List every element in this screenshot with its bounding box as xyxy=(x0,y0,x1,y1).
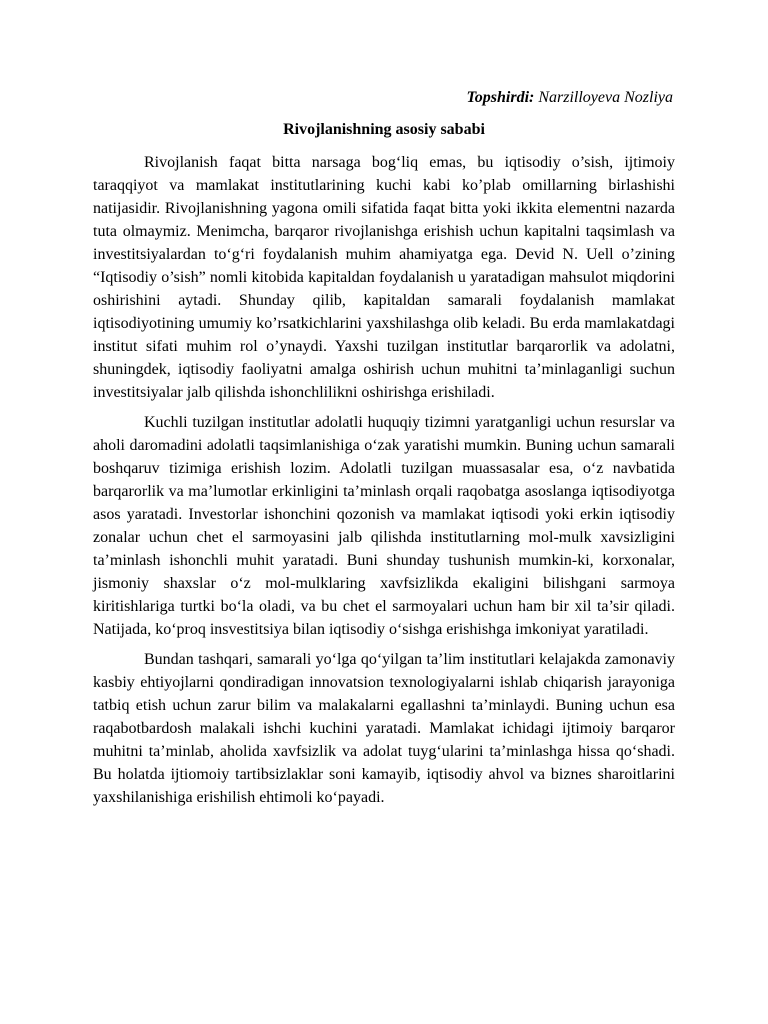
author-label: Topshirdi: xyxy=(466,89,535,106)
paragraph-3: Bundan tashqari, samarali yo‘lga qo‘yilgan ta’lim institutlari kelajakda zamonaviy kasbiy ehtiyojlarni qondiradigan innovatsion texnologiyalarni ishlab chiqarish jarayoniga tatbiq etish uchun zarur bilim va malakalarni egallashni ta’minlaydi. Buning uchun esa raqabotbardosh malakali ishchi kuchini yaratadi. Mamlakat ichidagi ijtimoiy barqaror muhitni ta’minlab, aholida xavfsizlik va adolat tuyg‘ularini ta’minlashga hissa qo‘shadi. Bu holatda ijtiomoiy tartibsizlaklar soni kamayib, iqtisodiy ahvol va biznes sharoitlarini yaxshilanishiga erishilish ehtimoli ko‘payadi. xyxy=(93,651,675,806)
author-line xyxy=(466,87,673,109)
paragraph-1: Rivojlanish faqat bitta narsaga bog‘liq emas, bu iqtisodiy o’sish, ijtimoiy taraqqiyot va mamlakat institutlarining kuchi kabi ko’plab omillarning birlashishi natijasidir. Rivojlanishning yagona omili sifatida faqat bitta yoki ikkita elementni nazarda tuta olmaymiz. Menimcha, barqaror rivojlanishga erishish uchun kapitalni taqsimlash va investitsiyalardan to‘g‘ri foydalanish muhim ahamiyatga ega. Devid N. Uell o’zining “Iqtisodiy o’sish” nomli kitobida kapitaldan foydalanish u yaratadigan mahsulot miqdorini oshirishini aytadi. Shunday qilib, kapitaldan samarali foydalanish mamlakat iqtisodiyotining umumiy ko’rsatkichlarini yaxshilashga olib keladi. Bu erda mamlakatdagi institut sifati muhim rol o’ynaydi. Yaxshi tuzilgan institutlar barqarorlik va adolatni, shuningdek, iqtisodiy faoliyatni amalga oshirish uchun muhitni ta’minlaganligi suchun investitsiyalar jalb qilishda ishonchlilikni oshirishga erishiladi. xyxy=(93,154,675,401)
paragraph-2: Kuchli tuzilgan institutlar adolatli huquqiy tizimni yaratganligi uchun resurslar va aholi daromadini adolatli taqsimlanishiga o‘zak yaratishi mumkin. Buning uchun samarali boshqaruv tizimiga erishish lozim. Adolatli tuzilgan muassasalar esa, o‘z navbatida barqarorlik va ma’lumotlar erkinligini ta’minlash orqali raqobatga asoslanga iqtisodiyotga asos yaratadi. Investorlar ishonchini qozonish va mamlakat iqtisodi yoki erkin iqtisodiy zonalar uchun chet el sarmoyasini jalb qilishda institutlarning mol-mulk xavsizligini ta’minlash ishonchli muhit yaratadi. Buni shunday tushunish mumkin-ki, korxonalar, jismoniy shaxslar o‘z mol-mulklaring xavfsizlikda ekaligini bilishgani sarmoya kiritishlariga turtki bo‘la oladi, va bu chet el sarmoyalari uchun ham bir xil ta’sir qiladi. Natijada, ko‘proq insvestitsiya bilan iqtisodiy o‘sishga erishishga imkoniyat yaratiladi. xyxy=(93,414,675,638)
document-title: Rivojlanishning asosiy sababi xyxy=(283,121,485,138)
author-name: Narzilloyeva Nozliya xyxy=(538,89,673,106)
document-body xyxy=(93,151,675,809)
